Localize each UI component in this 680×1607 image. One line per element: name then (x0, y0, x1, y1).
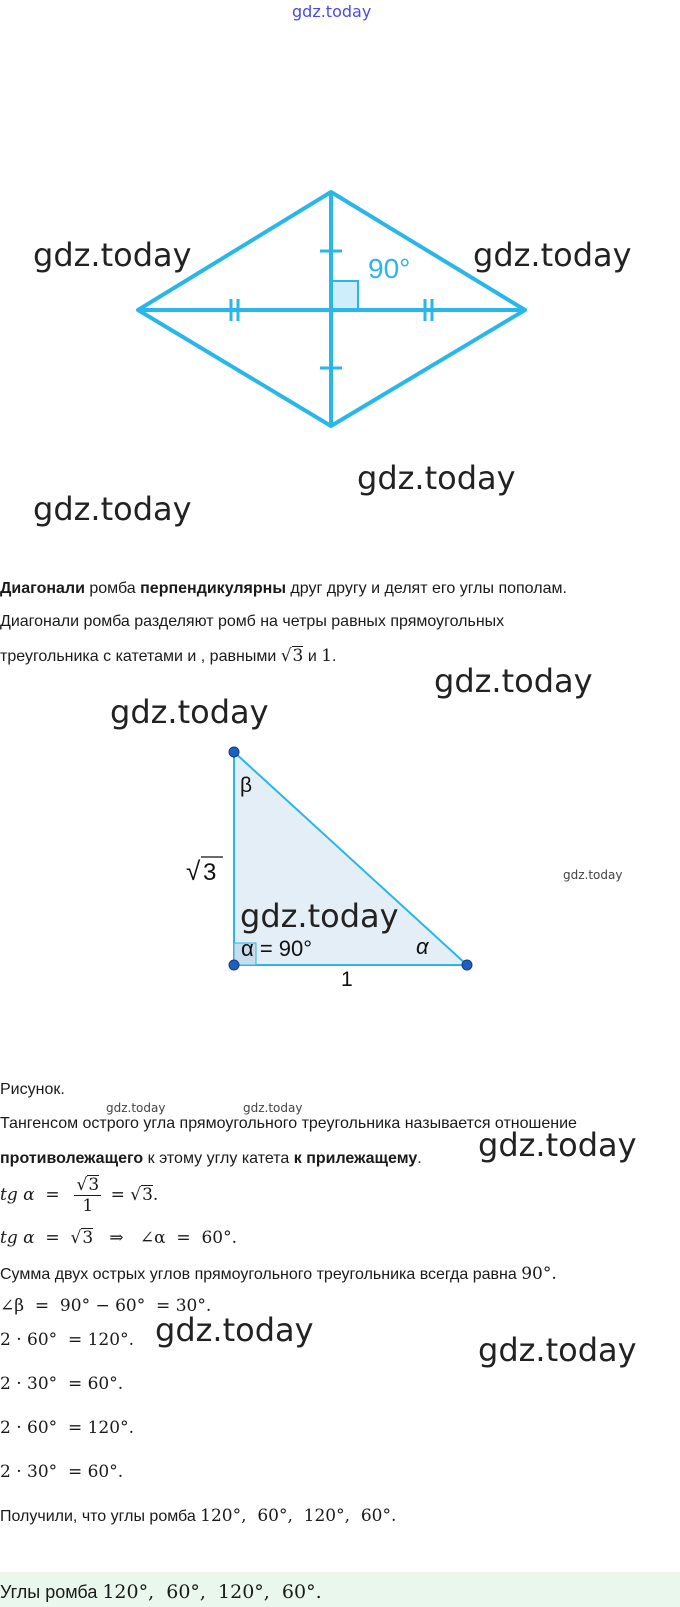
sixty: 60° (201, 1228, 232, 1248)
text: . (332, 648, 337, 665)
alpha: α (23, 1228, 35, 1248)
text: ромба (84, 580, 141, 597)
sqrt-three: √3 (280, 646, 304, 666)
left-leg-label: 3 (203, 859, 217, 886)
calc-1: 2 · 60° = 120°. (0, 1330, 134, 1350)
eq: = (45, 1185, 60, 1205)
bold-perpendicular: перпендикулярны (140, 580, 286, 597)
denominator: 1 (82, 1196, 94, 1216)
beta-label: β (240, 774, 253, 797)
text: . (417, 1150, 422, 1167)
bold-opposite: противолежащего (0, 1150, 144, 1167)
text: Получили, что углы ромба (0, 1508, 201, 1525)
formula-tg-angle: tg α = √3 ⇒ ∠α = 60°. (0, 1228, 237, 1248)
text: Сумма двух острых углов прямоугольного треугольника всегда равна (0, 1266, 522, 1283)
watermark: gdz.today (33, 490, 192, 528)
angle-values: 120°, 60°, 120°, 60°. (200, 1506, 397, 1526)
text: друг другу и делят его углы пополам. (285, 580, 567, 597)
conclusion (0, 1506, 396, 1527)
text: Углы ромба (0, 1582, 103, 1602)
bottom-leg-label: 1 (341, 968, 353, 991)
paragraph-four-triangles-line2 (0, 646, 336, 667)
paragraph-diagonals-perpendicular (0, 579, 567, 599)
right-angle-label: α = 90° (241, 936, 313, 961)
tangent-definition-line2 (0, 1149, 422, 1169)
watermark: gdz.today (155, 1311, 314, 1349)
paragraph-four-triangles-line1: Диагонали ромба разделяют ромб на четры равных прямоугольных (0, 613, 505, 630)
vertex-right-angle (229, 960, 239, 970)
watermark: gdz.today (473, 236, 632, 274)
sqrt-arg: 3 (82, 1228, 94, 1248)
numerator: √3 (76, 1175, 100, 1195)
watermark-small: gdz.today (243, 1101, 303, 1115)
bold-diagonals: Диагонали (0, 580, 85, 597)
calc-4: 2 · 30° = 60°. (0, 1462, 124, 1482)
watermark: gdz.today (434, 662, 593, 700)
angle-alpha: ∠α (139, 1228, 166, 1248)
watermark-small: gdz.today (563, 868, 623, 882)
watermark: gdz.today (478, 1331, 637, 1369)
vertex-bottom-right (462, 960, 472, 970)
fraction (74, 1175, 101, 1216)
watermark: gdz.today (33, 236, 192, 274)
angle-90-label: 90° (368, 253, 411, 284)
alpha: α (23, 1185, 35, 1205)
result-arg: 3 (142, 1185, 153, 1205)
tg: tg (0, 1185, 18, 1205)
figure-caption: Рисунок. (0, 1081, 65, 1098)
eq: = (176, 1228, 191, 1248)
watermark-small: gdz.today (106, 1101, 166, 1115)
answer-values: 120°, 60°, 120°, 60°. (102, 1581, 322, 1603)
answer (0, 1580, 322, 1604)
right-angle-marker (332, 281, 358, 309)
rhombus-diagram (0, 180, 680, 440)
watermark-top: gdz.today (292, 2, 372, 21)
tangent-definition-line1: Тангенсом острого угла прямоугольного треугольника называется отношение (0, 1115, 577, 1132)
beta-calculation: ∠β = 90° − 60° = 30°. (0, 1296, 212, 1316)
alpha-label: α (416, 934, 429, 959)
sum-of-acute-angles (0, 1264, 557, 1285)
watermark: gdz.today (357, 459, 516, 497)
implies: ⇒ (109, 1228, 124, 1248)
ninety: 90° (521, 1264, 552, 1284)
one: 1 (321, 646, 333, 666)
vertex-top (229, 747, 239, 757)
sqrt-arg: 3 (292, 646, 304, 666)
eq: = (45, 1228, 60, 1248)
watermark: gdz.today (240, 897, 399, 935)
text: и (303, 648, 322, 665)
watermark: gdz.today (110, 693, 269, 731)
period: . (551, 1264, 557, 1284)
tg: tg (0, 1228, 18, 1248)
sqrt-symbol: √ (186, 856, 201, 886)
bold-adjacent: к прилежащему (293, 1150, 418, 1167)
calc-2: 2 · 30° = 60°. (0, 1374, 124, 1394)
calc-3: 2 · 60° = 120°. (0, 1418, 134, 1438)
formula-tg-fraction: tg α = $\frac{√3}{1}$ = √3. (0, 1175, 159, 1216)
eq: = (110, 1185, 125, 1205)
text: треугольника с катетами и , равными (0, 648, 281, 665)
text: к этому углу катета (143, 1150, 294, 1167)
watermark: gdz.today (478, 1126, 637, 1164)
num-arg: 3 (88, 1175, 100, 1195)
